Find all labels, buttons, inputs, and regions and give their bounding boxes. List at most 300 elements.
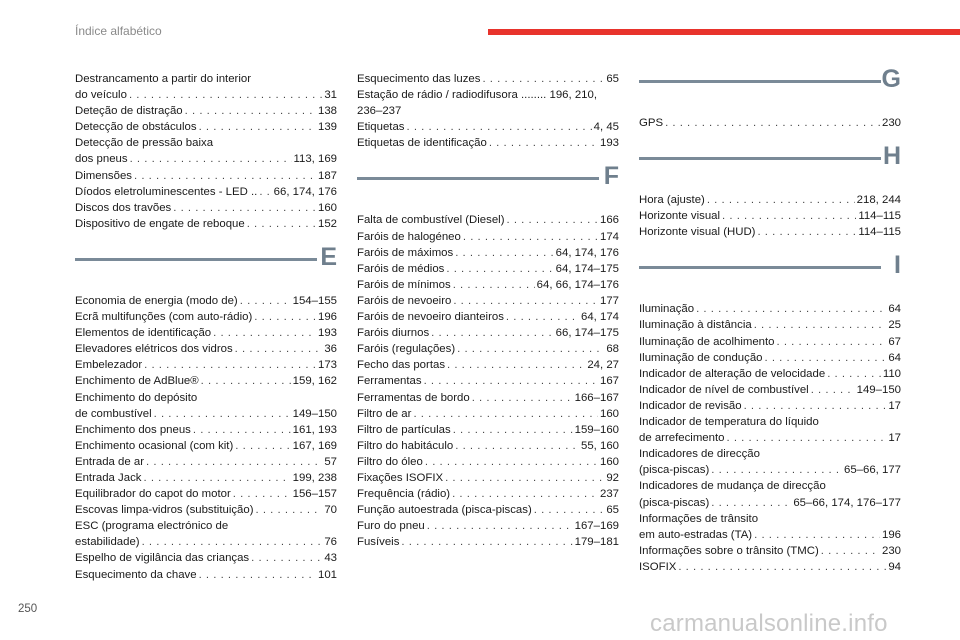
index-entry[interactable]: [639, 350, 901, 366]
index-entry[interactable]: [357, 325, 619, 341]
index-entry[interactable]: [75, 168, 337, 184]
index-entry-pages[interactable]: 64, 174, 176: [555, 246, 619, 259]
index-entry-pages[interactable]: 196: [317, 311, 337, 324]
index-entry-term: Faróis de nevoeiro dianteiros: [357, 311, 504, 324]
index-entry-pages[interactable]: 199, 238: [292, 471, 337, 484]
index-entry-term: Iluminação de acolhimento: [639, 335, 775, 348]
dot-leader: [506, 309, 579, 325]
index-entry-pages[interactable]: 174: [599, 230, 619, 243]
index-entry-term: de arrefecimento: [639, 432, 725, 445]
index-entry-term: Faróis de mínimos: [357, 278, 451, 291]
index-entry-pages[interactable]: 152: [317, 217, 337, 230]
index-entry-term: do veículo: [75, 89, 127, 102]
index-entry-term-line: [357, 454, 619, 470]
index-entry[interactable]: [357, 534, 619, 550]
index-entry-line: Estação de rádio / radiodifusora ........ 196, 210,: [357, 89, 597, 102]
index-entry-pages[interactable]: 65: [606, 73, 619, 85]
index-entry-term-line: [639, 224, 901, 240]
index-entry-term-line: [639, 366, 901, 382]
index-entry[interactable]: [75, 422, 337, 438]
dot-leader: [821, 543, 880, 559]
index-entry-term: Filtro do óleo: [357, 455, 423, 468]
dot-leader: [129, 87, 322, 103]
index-entry-pages[interactable]: 64, 66, 174–176: [536, 278, 619, 291]
index-entry-pages[interactable]: 161, 193: [292, 423, 337, 436]
index-entry-pages[interactable]: 94: [888, 560, 901, 573]
index-entry-term: Faróis de halogéneo: [357, 230, 461, 243]
index-entry[interactable]: [639, 559, 901, 575]
index-entry-pages[interactable]: 25: [888, 319, 901, 332]
index-entry-pages[interactable]: 92: [606, 471, 619, 484]
index-entry-term: Deteção de distração: [75, 105, 183, 118]
index-entry-term: Fixações ISOFIX: [357, 471, 444, 484]
index-entry[interactable]: [357, 87, 619, 119]
dot-leader: [144, 357, 316, 373]
index-entry[interactable]: [639, 543, 901, 559]
dot-leader: [726, 430, 886, 446]
dot-leader: [489, 135, 598, 151]
index-entry[interactable]: [75, 373, 337, 389]
section-letter: F: [603, 162, 619, 191]
index-entry[interactable]: [639, 382, 901, 398]
dot-leader: [407, 119, 592, 135]
index-entry-pages[interactable]: 65–66, 177: [843, 464, 901, 477]
section-letter: H: [882, 142, 901, 171]
index-entry-pages[interactable]: 114–115: [858, 210, 901, 223]
index-entry-pages[interactable]: 65–66, 174, 176–177: [793, 496, 901, 509]
index-entry-line: Indicadores de direcção: [639, 448, 760, 461]
index-entry[interactable]: [75, 390, 337, 422]
index-entry-term-line: [75, 486, 337, 502]
index-entry[interactable]: [357, 245, 619, 261]
index-entry[interactable]: [357, 229, 619, 245]
index-entry-term: em auto-estradas (TA): [639, 528, 753, 541]
index-entry-term: Entrada de ar: [75, 455, 145, 468]
index-entry-term-line: [639, 527, 901, 543]
index-entry-term-line: [75, 422, 337, 438]
index-entry-pages[interactable]: 149–150: [856, 383, 901, 396]
dot-leader: [143, 470, 290, 486]
index-entry-term: Etiquetas: [357, 121, 405, 134]
index-entry[interactable]: [639, 414, 901, 446]
index-entry[interactable]: [639, 446, 901, 478]
index-entry-term-line: [357, 293, 619, 309]
index-entry-pages[interactable]: 76: [324, 536, 337, 549]
index-entry-term: Horizonte visual: [639, 210, 721, 223]
index-entry-term-line: [357, 406, 619, 422]
index-entry[interactable]: [75, 71, 337, 103]
index-entry-term: Esquecimento da chave: [75, 568, 197, 581]
dot-leader: [453, 293, 598, 309]
index-entry-term: Indicador de alteração de velocidade: [639, 367, 826, 380]
index-entry[interactable]: [357, 502, 619, 518]
index-entry-term-line: [75, 550, 337, 566]
index-entry-term-line: [75, 184, 337, 200]
index-entry[interactable]: [357, 454, 619, 470]
dot-leader: [472, 390, 573, 406]
index-entry-pages[interactable]: 187: [317, 169, 337, 182]
dot-leader: [240, 293, 291, 309]
index-entry[interactable]: [75, 438, 337, 454]
index-entry-pages[interactable]: 36: [324, 343, 337, 356]
index-entry-term: estabilidade): [75, 536, 140, 549]
index-entry[interactable]: [75, 325, 337, 341]
section-header-e: [75, 242, 337, 289]
index-entry[interactable]: [75, 518, 337, 550]
dot-leader: [754, 317, 887, 333]
index-entry-pages[interactable]: 237: [599, 488, 619, 501]
index-entry-pages[interactable]: 173: [317, 359, 337, 372]
index-column-2: [357, 71, 619, 550]
index-entry-pages[interactable]: 156–157: [292, 488, 337, 501]
index-entry-term: ISOFIX: [639, 560, 677, 573]
index-entry-term-line: [75, 341, 337, 357]
dot-leader: [259, 184, 271, 200]
index-entry-pages[interactable]: 218, 244: [856, 194, 901, 207]
index-entry-pages[interactable]: 43: [324, 552, 337, 565]
section-divider: [639, 80, 881, 83]
index-entry-pages[interactable]: 230: [881, 544, 901, 557]
index-entry[interactable]: [75, 357, 337, 373]
dot-leader: [463, 229, 598, 245]
dot-leader: [707, 192, 855, 208]
index-entry-term: Fusíveis: [357, 536, 400, 549]
index-entry[interactable]: [639, 301, 901, 317]
dot-leader: [193, 422, 291, 438]
index-entry-term-line: [639, 192, 901, 208]
dot-leader: [507, 212, 598, 228]
index-entry-pages[interactable]: 66, 174–175: [555, 327, 619, 340]
index-entry-pages[interactable]: 17: [888, 432, 901, 445]
dot-leader: [757, 224, 856, 240]
index-entry[interactable]: [75, 184, 337, 200]
index-entry-pages[interactable]: 57: [324, 455, 337, 468]
section-header-h: [639, 142, 901, 188]
index-entry-term: Ferramentas de bordo: [357, 391, 470, 404]
dot-leader: [447, 357, 585, 373]
dot-leader: [401, 534, 572, 550]
index-entry-term: Ecrã multifunções (com auto-rádio): [75, 311, 253, 324]
index-entry[interactable]: [75, 567, 337, 583]
index-entry-term: Equilibrador do capot do motor: [75, 488, 231, 501]
index-entry-term: Enchimento ocasional (com kit): [75, 439, 234, 452]
index-entry[interactable]: [357, 486, 619, 502]
index-entry-term-line: [357, 261, 619, 277]
dot-leader: [233, 486, 291, 502]
index-entry-pages[interactable]: 160: [317, 201, 337, 214]
index-entry-pages[interactable]: 24, 27: [587, 359, 619, 372]
index-entry-term-line: [75, 151, 337, 167]
index-entry-pages[interactable]: 138: [317, 105, 337, 118]
dot-leader: [130, 151, 292, 167]
section-letter: G: [881, 65, 901, 93]
dot-leader: [453, 277, 535, 293]
dot-leader: [199, 119, 316, 135]
index-entry-pages[interactable]: 55, 160: [580, 439, 619, 452]
index-entry[interactable]: [639, 317, 901, 333]
index-entry-term: Indicador de revisão: [639, 399, 742, 412]
index-entry-term-line: [639, 115, 901, 131]
dot-leader: [235, 341, 323, 357]
index-entry-term-line: [357, 245, 619, 261]
index-entry-term: Entrada Jack: [75, 471, 142, 484]
index-entry[interactable]: [75, 454, 337, 470]
index-entry-pages[interactable]: 160: [599, 407, 619, 420]
index-entry[interactable]: [639, 366, 901, 382]
index-entry-term: 236–237: [357, 105, 402, 118]
index-entry-term: (pisca-piscas): [639, 464, 710, 477]
dot-leader: [457, 341, 604, 357]
index-entry-pages[interactable]: 64, 174: [580, 311, 619, 324]
index-entry-pages[interactable]: 68: [606, 343, 619, 356]
index-entry-pages[interactable]: 64: [888, 303, 901, 316]
index-entry-pages[interactable]: 166–167: [574, 391, 619, 404]
index-entry-term-line: [75, 103, 337, 119]
dot-leader: [427, 518, 573, 534]
dot-leader: [173, 200, 316, 216]
index-entry[interactable]: [75, 293, 337, 309]
dot-leader: [154, 406, 291, 422]
dot-leader: [247, 216, 316, 232]
index-entry[interactable]: [357, 438, 619, 454]
dot-leader: [446, 261, 553, 277]
index-entry[interactable]: [75, 103, 337, 119]
dot-leader: [235, 438, 290, 454]
index-entry-term: Faróis de médios: [357, 262, 445, 275]
index-entry-pages[interactable]: 101: [317, 568, 337, 581]
dot-leader: [711, 462, 842, 478]
page-number: 250: [18, 603, 38, 615]
index-entry-term-line: [357, 325, 619, 341]
index-entry-pages[interactable]: 196: [881, 528, 901, 541]
index-entry-pages[interactable]: 114–115: [858, 226, 901, 239]
index-entry-term-line: [357, 438, 619, 454]
index-entry-term-line: [639, 350, 901, 366]
index-entry-term-line: [357, 71, 619, 87]
index-entry-term-line: [75, 357, 337, 373]
index-entry-term-line: [357, 341, 619, 357]
index-entry-term-line: [357, 422, 619, 438]
index-entry-pages[interactable]: 167, 169: [292, 439, 337, 452]
index-entry-term: Etiquetas de identificação: [357, 137, 487, 150]
dot-leader: [455, 245, 553, 261]
index-entry-term-line: [357, 357, 619, 373]
index-entry-pages[interactable]: 159, 162: [292, 375, 337, 388]
index-entry-pages[interactable]: 64: [888, 351, 901, 364]
index-entry-term-line: [639, 495, 901, 511]
dot-leader: [254, 309, 316, 325]
index-entry[interactable]: [75, 309, 337, 325]
index-entry-term-line: [75, 87, 337, 103]
index-entry[interactable]: [357, 309, 619, 325]
index-entry-term-line: [639, 382, 901, 398]
index-entry-term-line: [639, 462, 901, 478]
index-entry-term: Frequência (rádio): [357, 488, 451, 501]
index-entry-term-line: [357, 373, 619, 389]
dot-leader: [678, 559, 886, 575]
index-entry[interactable]: [639, 224, 901, 240]
index-entry-term-line: [357, 212, 619, 228]
index-entry-pages[interactable]: 17: [888, 399, 901, 412]
index-entry[interactable]: [357, 71, 619, 87]
index-entry-term: Elevadores elétricos dos vidros: [75, 343, 233, 356]
index-entry-pages[interactable]: 193: [317, 327, 337, 340]
index-entry-term-line: [357, 486, 619, 502]
dot-leader: [201, 373, 291, 389]
section-divider: [639, 157, 881, 160]
index-entry-term: Ferramentas: [357, 375, 422, 388]
dot-leader: [431, 325, 553, 341]
index-entry-term: Escovas limpa-vidros (substituição): [75, 504, 254, 517]
section-divider: [639, 266, 881, 269]
index-entry-term-line: [639, 334, 901, 350]
index-entry-line: Enchimento do depósito: [75, 391, 198, 404]
index-entry[interactable]: [639, 398, 901, 414]
index-entry-pages[interactable]: 167: [599, 375, 619, 388]
index-entry[interactable]: [75, 135, 337, 167]
index-entry-term: Espelho de vigilância das crianças: [75, 552, 250, 565]
dot-leader: [134, 168, 316, 184]
index-entry[interactable]: [75, 550, 337, 566]
index-entry-pages[interactable]: 65: [606, 504, 619, 517]
index-entry[interactable]: [357, 518, 619, 534]
index-entry-pages[interactable]: 179–181: [574, 536, 619, 549]
index-entry-term-line: [357, 518, 619, 534]
index-entry-pages[interactable]: 66, 174, 176: [273, 185, 337, 198]
index-entry[interactable]: [357, 422, 619, 438]
dot-leader: [665, 115, 880, 131]
index-entry-pages[interactable]: 31: [324, 89, 337, 102]
index-entry[interactable]: [75, 216, 337, 232]
index-entry-pages[interactable]: 193: [599, 137, 619, 150]
index-entry-term: dos pneus: [75, 153, 128, 166]
index-entry-term-line: [75, 502, 337, 518]
index-entry-pages[interactable]: 67: [888, 335, 901, 348]
dot-leader: [754, 527, 880, 543]
index-entry[interactable]: [357, 277, 619, 293]
dot-leader: [482, 71, 604, 87]
index-entry[interactable]: [639, 334, 901, 350]
index-entry[interactable]: [357, 119, 619, 135]
index-entry-term-line: [75, 216, 337, 232]
dot-leader: [199, 567, 316, 583]
index-entry[interactable]: [639, 192, 901, 208]
index-entry-term: Enchimento de AdBlue®: [75, 375, 199, 388]
index-entry[interactable]: [75, 486, 337, 502]
index-entry-term: Furo do pneu: [357, 520, 425, 533]
index-entry[interactable]: [357, 470, 619, 486]
index-entry-pages[interactable]: 177: [599, 294, 619, 307]
index-entry-pages[interactable]: 167–169: [574, 520, 619, 533]
index-entry-term: Dimensões: [75, 169, 132, 182]
index-entry[interactable]: [357, 357, 619, 373]
index-entry-pages[interactable]: 230: [881, 117, 901, 129]
index-entry-term: Fecho das portas: [357, 359, 446, 372]
index-entry[interactable]: [639, 511, 901, 543]
index-entry-pages[interactable]: 113, 169: [293, 153, 337, 166]
section-letter: I: [894, 251, 901, 280]
index-entry[interactable]: [357, 261, 619, 277]
index-entry-term-line: [75, 309, 337, 325]
index-entry-term-line: [75, 293, 337, 309]
index-entry-term-line: [75, 406, 337, 422]
index-entry[interactable]: [357, 406, 619, 422]
index-entry-pages[interactable]: 159–160: [574, 423, 619, 436]
index-entry-term: Faróis de nevoeiro: [357, 294, 452, 307]
index-entry[interactable]: [357, 341, 619, 357]
dot-leader: [445, 470, 604, 486]
index-entry[interactable]: [75, 502, 337, 518]
index-entry-term-line: [357, 534, 619, 550]
index-entry-pages[interactable]: 166: [599, 214, 619, 227]
index-entry-term: Enchimento dos pneus: [75, 423, 191, 436]
dot-leader: [142, 534, 323, 550]
index-entry-term-line: [639, 317, 901, 333]
index-entry-term-line: [639, 559, 901, 575]
index-entry-term: Informações sobre o trânsito (TMC): [639, 544, 819, 557]
index-entry[interactable]: [357, 293, 619, 309]
index-entry-term: de combustível: [75, 407, 152, 420]
index-entry-term-line: [639, 208, 901, 224]
index-entry[interactable]: [357, 390, 619, 406]
dot-leader: [452, 486, 598, 502]
index-entry-pages[interactable]: 70: [324, 504, 337, 517]
index-entry-term: Falta de combustível (Diesel): [357, 214, 505, 227]
section-letter: E: [320, 242, 337, 271]
index-entry-line: Indicador de temperatura do líquido: [639, 416, 819, 429]
dot-leader: [764, 350, 886, 366]
dot-leader: [146, 454, 322, 470]
index-entry[interactable]: [639, 478, 901, 510]
page-header-title: Índice alfabético: [75, 24, 162, 38]
index-entry[interactable]: [357, 212, 619, 228]
index-entry[interactable]: [75, 470, 337, 486]
index-entry-term-line: [75, 168, 337, 184]
index-entry-pages[interactable]: 64, 174–175: [555, 262, 619, 275]
index-entry-term-line: [639, 398, 901, 414]
index-entry-term: (pisca-piscas): [639, 496, 710, 509]
index-entry[interactable]: [357, 135, 619, 151]
dot-leader: [777, 334, 887, 350]
index-entry-term: Esquecimento das luzes: [357, 73, 481, 85]
index-entry-term-line: [357, 277, 619, 293]
index-entry[interactable]: [75, 341, 337, 357]
index-entry-pages[interactable]: 110: [882, 367, 901, 380]
dot-leader: [827, 366, 881, 382]
index-entry[interactable]: [75, 200, 337, 216]
dot-leader: [711, 495, 791, 511]
watermark: carmanualsonline.info: [650, 610, 888, 637]
index-entry[interactable]: [639, 115, 901, 131]
index-entry[interactable]: [639, 208, 901, 224]
index-entry-pages[interactable]: 149–150: [292, 407, 337, 420]
index-entry-term: Horizonte visual (HUD): [639, 226, 756, 239]
index-entry-pages[interactable]: 154–155: [292, 294, 337, 307]
index-entry-term-line: [357, 103, 619, 119]
index-entry-term-line: [357, 309, 619, 325]
index-entry-term-line: [75, 567, 337, 583]
index-entry-pages[interactable]: 139: [317, 121, 337, 134]
section-header-i: [639, 251, 901, 297]
dot-leader: [251, 550, 322, 566]
index-entry-pages[interactable]: 4, 45: [593, 121, 619, 134]
dot-leader: [696, 301, 886, 317]
dot-leader: [455, 438, 579, 454]
index-entry-term: Filtro do habitáculo: [357, 439, 454, 452]
index-entry[interactable]: [75, 119, 337, 135]
index-entry-pages[interactable]: 160: [599, 455, 619, 468]
index-entry[interactable]: [357, 373, 619, 389]
